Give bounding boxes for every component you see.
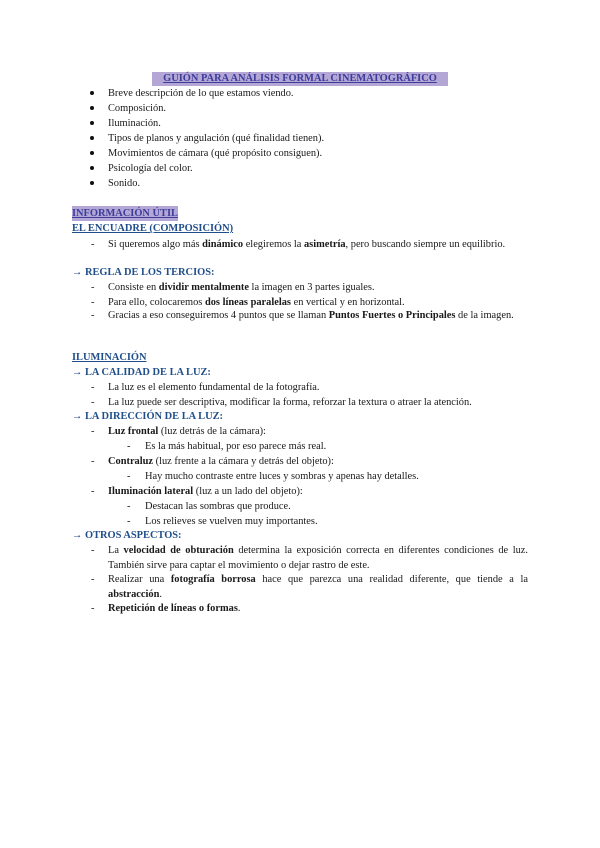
encuadre-heading: EL ENCUADRE (COMPOSICIÓN) xyxy=(72,223,234,234)
list-item: Composición. xyxy=(0,101,324,116)
regla-item: Para ello, colocaremos dos líneas paralelas en vertical y en horizontal. xyxy=(108,297,405,308)
contraluz-item: Contraluz (luz frente a la cámara y detrás del objeto): xyxy=(108,456,334,467)
dash-marker: - xyxy=(91,382,95,393)
dash-marker: - xyxy=(91,397,95,408)
dash-marker: - xyxy=(127,501,131,512)
list-item: Iluminación. xyxy=(0,116,324,131)
dash-marker: - xyxy=(91,282,95,293)
iluminacion-lateral-item: Iluminación lateral (luz a un lado del objeto): xyxy=(108,486,303,497)
list-item: Movimientos de cámara (qué propósito consiguen). xyxy=(0,146,324,161)
bullet-icon xyxy=(90,181,94,185)
document-title: GUIÓN PARA ANÁLISIS FORMAL CINEMATOGRÁFICO xyxy=(152,72,448,86)
lateral-detail: Destacan las sombras que produce. xyxy=(145,501,291,512)
dash-marker: - xyxy=(91,486,95,497)
bullet-icon xyxy=(90,151,94,155)
dash-marker: - xyxy=(91,239,95,250)
calidad-luz-heading: → LA CALIDAD DE LA LUZ: xyxy=(72,367,211,378)
list-item: Breve descripción de lo que estamos viendo. xyxy=(0,86,324,101)
dash-marker: - xyxy=(127,441,131,452)
dash-marker: - xyxy=(91,297,95,308)
list-item: Psicología del color. xyxy=(0,161,324,176)
info-util-heading: INFORMACIÓN ÚTIL xyxy=(72,208,178,219)
dash-marker: - xyxy=(91,545,95,556)
bullet-icon xyxy=(90,91,94,95)
bullet-icon xyxy=(90,106,94,110)
regla-tercios-heading: → REGLA DE LOS TERCIOS: xyxy=(72,267,215,278)
calidad-item: La luz puede ser descriptiva, modificar la forma, reforzar la textura o atraer la atención. xyxy=(108,397,472,408)
dash-marker: - xyxy=(91,426,95,437)
bullet-icon xyxy=(90,121,94,125)
dash-marker: - xyxy=(127,471,131,482)
dash-marker: - xyxy=(91,603,95,614)
dash-marker: - xyxy=(127,516,131,527)
list-item: Sonido. xyxy=(0,176,324,191)
bullet-icon xyxy=(90,136,94,140)
otros-aspectos-heading: → OTROS ASPECTOS: xyxy=(72,530,182,541)
direccion-luz-heading: → LA DIRECCIÓN DE LA LUZ: xyxy=(72,411,223,422)
regla-item: Consiste en dividir mentalmente la imagen en 3 partes iguales. xyxy=(108,282,375,293)
list-item: Tipos de planos y angulación (qué finalidad tienen). xyxy=(0,131,324,146)
contraluz-detail: Hay mucho contraste entre luces y sombras y apenas hay detalles. xyxy=(145,471,419,482)
dash-marker: - xyxy=(91,574,95,585)
otros-item: Repetición de líneas o formas. xyxy=(108,603,241,614)
iluminacion-heading: ILUMINACIÓN xyxy=(72,352,147,363)
encuadre-item: Si queremos algo más dinámico elegiremos la asimetría, pero buscando siempre un equilibrio. xyxy=(108,239,506,250)
calidad-item: La luz es el elemento fundamental de la fotografía. xyxy=(108,382,320,393)
analysis-guide-list xyxy=(0,86,324,191)
bullet-icon xyxy=(90,166,94,170)
dash-marker: - xyxy=(91,310,95,321)
luz-frontal-item: Luz frontal (luz detrás de la cámara): xyxy=(108,426,266,437)
regla-item: Gracias a eso conseguiremos 4 puntos que se llaman Puntos Fuertes o Principales de la imagen. xyxy=(108,310,514,321)
otros-item: Realizar una fotografía borrosa hace que parezca una realidad diferente, que tiende a la abstracción. xyxy=(108,574,528,600)
luz-frontal-detail: Es la más habitual, por eso parece más real. xyxy=(145,441,327,452)
otros-item: La velocidad de obturación determina la exposición correcta en diferentes condiciones de luz. También sirve para captar el movimiento o dejar rastro de este. xyxy=(108,545,528,571)
lateral-detail: Los relieves se vuelven muy importantes. xyxy=(145,516,318,527)
dash-marker: - xyxy=(91,456,95,467)
